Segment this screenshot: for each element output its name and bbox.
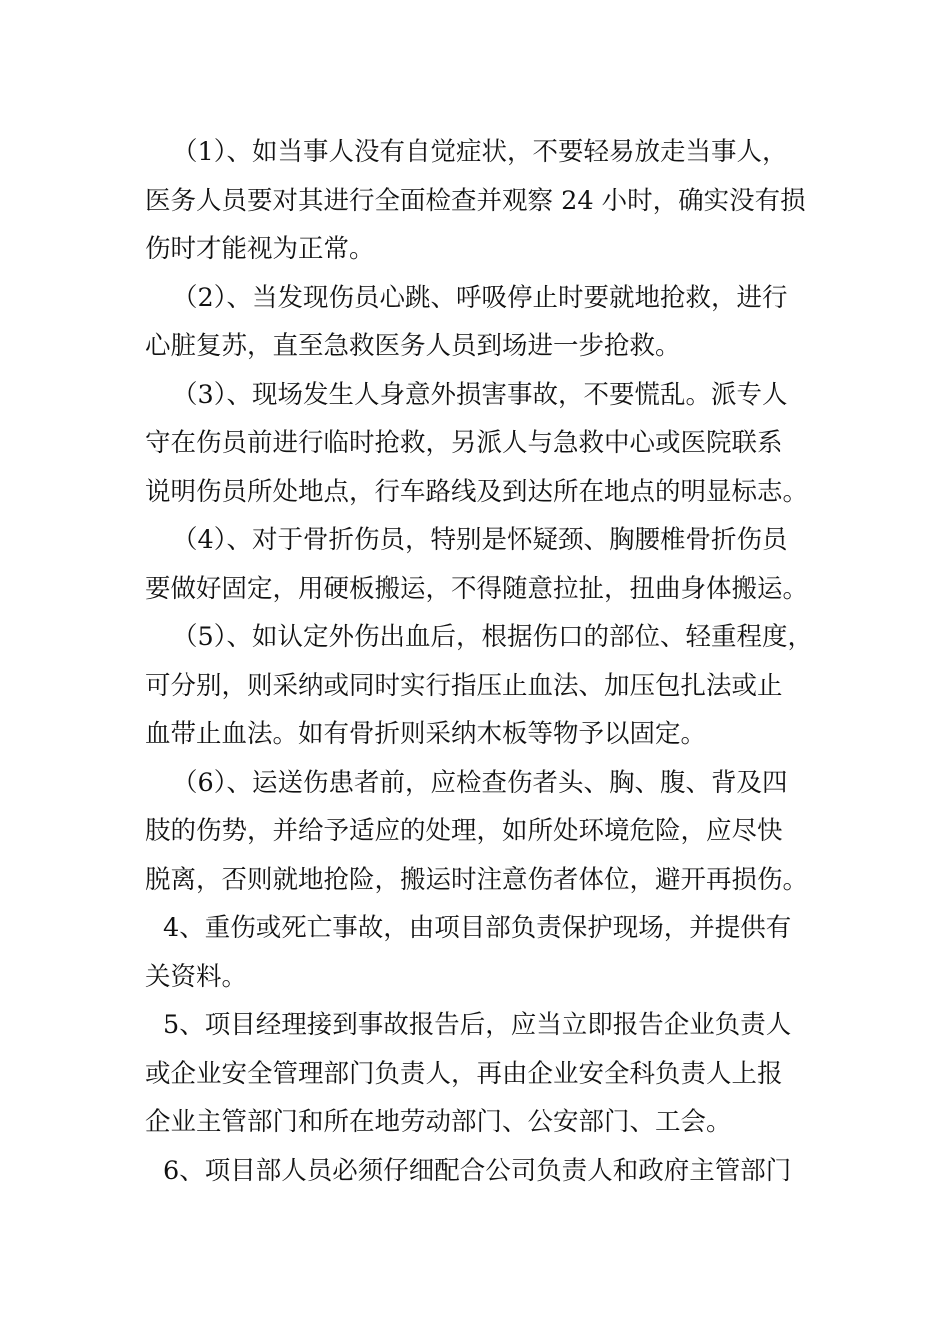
- document-body: [145, 128, 815, 1195]
- paragraph-3-line-3: 说明伤员所处地点，行车路线及到达所在地点的明显标志。: [145, 476, 809, 507]
- paragraph-2-line-2: 心脏复苏，直至急救医务人员到场进一步抢救。: [145, 331, 681, 361]
- paragraph-6-line-2: 肢的伤势，并给予适应的处理，如所处环境危险，应尽快: [145, 816, 783, 846]
- paragraph-3-line-2: 守在伤员前进行临时抢救，另派人与急救中心或医院联系: [145, 428, 783, 458]
- paragraph-5-line-2: 可分别，则采纳或同时实行指压止血法、加压包扎法或止: [145, 670, 783, 701]
- paragraph-6-line-3: 脱离，否则就地抢险，搬运时注意伤者体位，避开再损伤。: [145, 864, 809, 895]
- item-5-line-1: 5、项目经理接到事故报告后，应当立即报告企业负责人: [163, 1010, 792, 1040]
- paragraph-1-line-1: （1）、如当事人没有自觉症状，不要轻易放走当事人，: [172, 137, 788, 167]
- paragraph-3-line-1: （3）、现场发生人身意外损害事故，不要慌乱。派专人: [172, 379, 788, 410]
- item-5-line-3: 企业主管部门和所在地劳动部门、公安部门、工会。: [145, 1107, 732, 1137]
- paragraph-1-line-2: 医务人员要对其进行全面检查并观察 24 小时，确实没有损: [145, 185, 806, 216]
- paragraph-4-line-1: （4）、对于骨折伤员，特别是怀疑颈、胸腰椎骨折伤员: [172, 525, 788, 555]
- paragraph-2-line-1: （2）、当发现伤员心跳、呼吸停止时要就地抢救，进行: [172, 282, 788, 313]
- paragraph-4-line-2: 要做好固定，用硬板搬运，不得随意拉扯，扭曲身体搬运。: [145, 573, 809, 604]
- paragraph-6-line-1: （6）、运送伤患者前，应检查伤者头、胸、腹、背及四: [172, 767, 788, 798]
- item-6-line-1: 6、项目部人员必须仔细配合公司负责人和政府主管部门: [163, 1155, 792, 1186]
- paragraph-1-line-3: 伤时才能视为正常。: [145, 234, 375, 264]
- item-4-line-2: 关资料。: [145, 961, 248, 992]
- item-5-line-2: 或企业安全管理部门负责人，再由企业安全科负责人上报: [145, 1058, 783, 1089]
- item-4-line-1: 4、重伤或死亡事故，由项目部负责保护现场，并提供有: [163, 913, 792, 943]
- paragraph-5-line-1: （5）、如认定外伤出血后，根据伤口的部位、轻重程度，: [172, 622, 813, 652]
- paragraph-5-line-3: 血带止血法。如有骨折则采纳木板等物予以固定。: [145, 719, 707, 749]
